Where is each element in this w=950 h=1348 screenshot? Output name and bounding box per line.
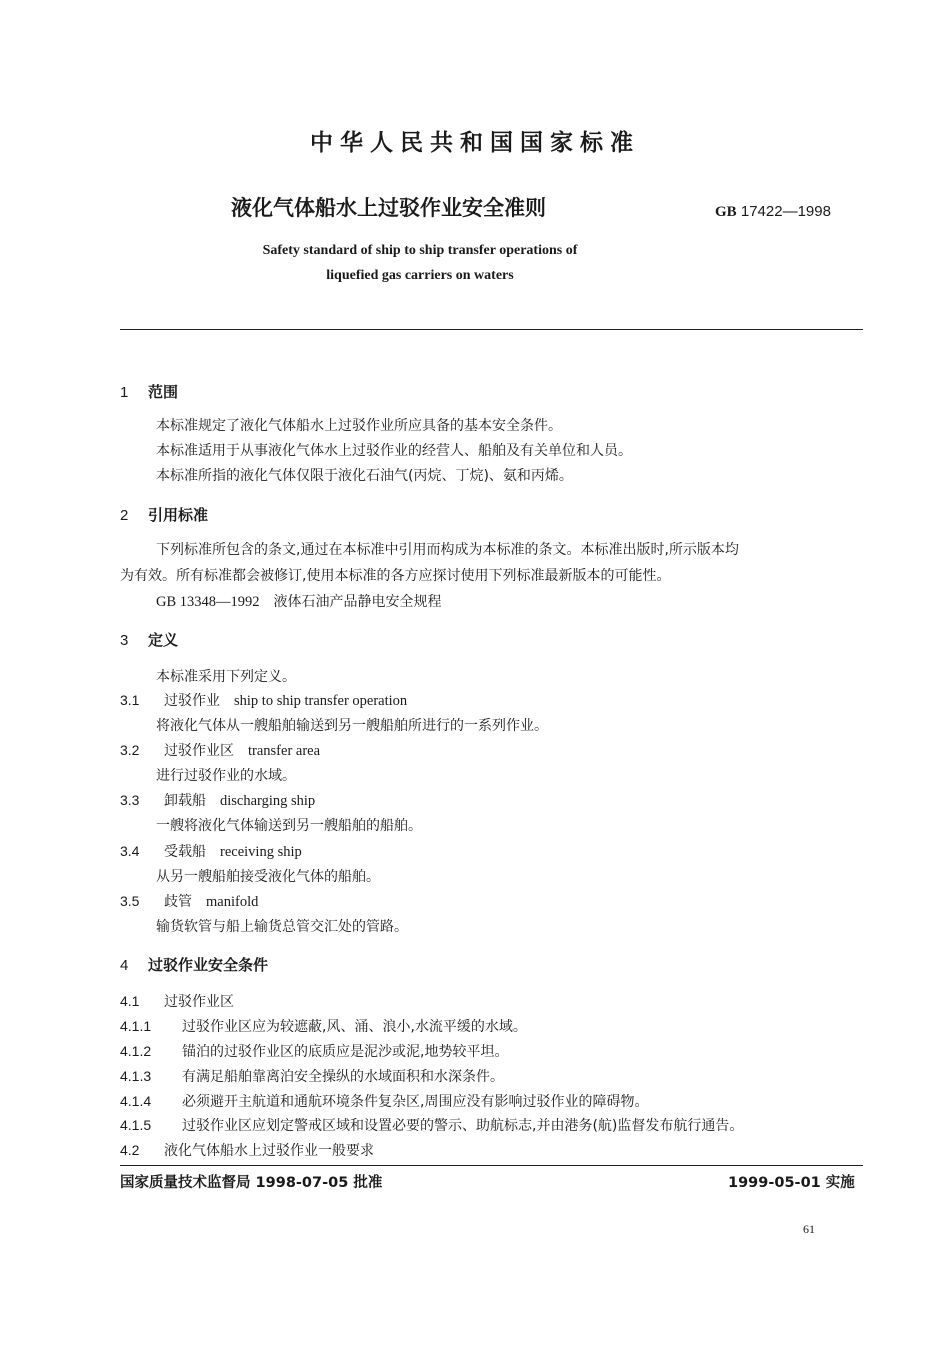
clause: 4.1.2 锚泊的过驳作业区的底质应是泥沙或泥,地势较平坦。 bbox=[120, 1043, 509, 1060]
section-heading-1: 1 范围 bbox=[120, 383, 179, 401]
definition-term: 3.4 受载船 receiving ship bbox=[120, 843, 302, 860]
definition-text: 进行过驳作业的水域。 bbox=[156, 768, 296, 784]
clause: 4.1.3 有满足船舶靠离泊安全操纵的水域面积和水深条件。 bbox=[120, 1068, 504, 1085]
definition-term: 3.3 卸载船 discharging ship bbox=[120, 792, 316, 809]
definition-text: 将液化气体从一艘船舶输送到另一艘船舶所进行的一系列作业。 bbox=[156, 718, 548, 734]
document-title: 液化气体船水上过驳作业安全准则 bbox=[231, 196, 546, 220]
english-title-line2: liquefied gas carriers on waters bbox=[326, 268, 514, 283]
definition-text: 输货软管与船上输货总管交汇处的管路。 bbox=[156, 919, 408, 935]
page-number: 61 bbox=[803, 1222, 815, 1236]
section-heading-4: 4 过驳作业安全条件 bbox=[120, 956, 269, 974]
clause: 4.2 液化气体船水上过驳作业一般要求 bbox=[120, 1142, 374, 1159]
english-title-line1: Safety standard of ship to ship transfer operations of bbox=[262, 243, 578, 258]
standard-code: 17422—1998 bbox=[740, 203, 831, 220]
clause: 4.1.4 必须避开主航道和通航环境条件复杂区,周围应没有影响过驳作业的障碍物。 bbox=[120, 1093, 649, 1110]
paragraph: 本标准采用下列定义。 bbox=[156, 669, 296, 685]
section-heading-3: 3 定义 bbox=[120, 631, 179, 649]
definition-term: 3.1 过驳作业 ship to ship transfer operation bbox=[120, 692, 408, 709]
paragraph: 为有效。所有标准都会被修订,使用本标准的各方应探讨使用下列标准最新版本的可能性。 bbox=[120, 568, 671, 584]
reference-entry: GB 13348—1992 液体石油产品静电安全规程 bbox=[156, 594, 442, 610]
approval-line: 国家质量技术监督局 1998-07-05 批准 bbox=[120, 1175, 383, 1191]
paragraph: 下列标准所包含的条文,通过在本标准中引用而构成为本标准的条文。本标准出版时,所示版本均 bbox=[156, 542, 739, 558]
footer-rule bbox=[120, 1165, 863, 1166]
definition-text: 一艘将液化气体输送到另一艘船舶的船舶。 bbox=[156, 818, 422, 834]
clause: 4.1.1 过驳作业区应为较遮蔽,风、涌、浪小,水流平缓的水域。 bbox=[120, 1018, 527, 1035]
definition-term: 3.2 过驳作业区 transfer area bbox=[120, 742, 321, 759]
issuer-header: 中华人民共和国国家标准 bbox=[310, 130, 640, 156]
header-rule bbox=[120, 329, 863, 330]
paragraph: 本标准适用于从事液化气体水上过驳作业的经营人、船舶及有关单位和人员。 bbox=[156, 443, 632, 459]
paragraph: 本标准所指的液化气体仅限于液化石油气(丙烷、丁烷)、氨和丙烯。 bbox=[156, 468, 573, 484]
paragraph: 本标准规定了液化气体船水上过驳作业所应具备的基本安全条件。 bbox=[156, 418, 562, 434]
definition-text: 从另一艘船舶接受液化气体的船舶。 bbox=[156, 869, 380, 885]
section-heading-2: 2 引用标准 bbox=[120, 506, 209, 524]
clause: 4.1 过驳作业区 bbox=[120, 993, 234, 1010]
definition-term: 3.5 歧管 manifold bbox=[120, 893, 259, 910]
standard-number bbox=[715, 203, 831, 221]
standard-prefix: GB bbox=[715, 204, 737, 220]
clause: 4.1.5 过驳作业区应划定警戒区域和设置必要的警示、助航标志,并由港务(航)监督发布航行通告。 bbox=[120, 1117, 744, 1134]
implementation-date: 1999-05-01 实施 bbox=[728, 1175, 855, 1191]
